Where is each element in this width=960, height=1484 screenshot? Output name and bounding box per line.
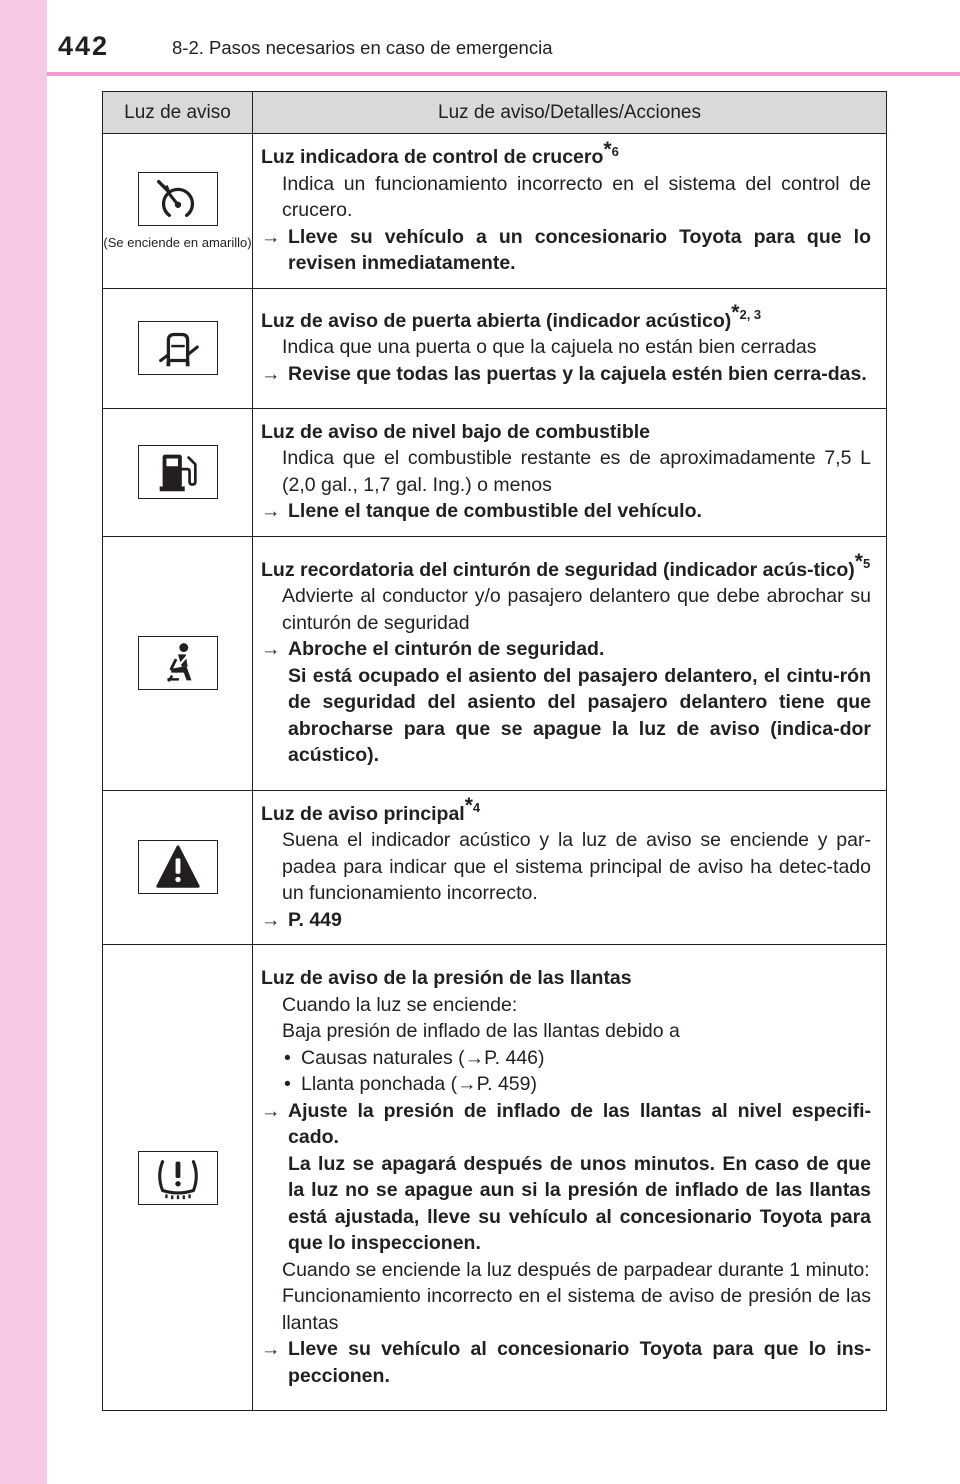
light-description: Indica que una puerta o que la cajuela no están bien cerradas <box>282 336 817 359</box>
header-rule <box>47 72 960 76</box>
description-cell <box>253 945 887 1411</box>
table-row <box>103 408 887 536</box>
table-row <box>103 288 887 408</box>
table-header-row <box>103 92 887 134</box>
arrow-icon: → <box>261 908 281 931</box>
icon-cell <box>103 288 253 408</box>
list-item: • Llanta ponchada (→P. 459) <box>261 1071 871 1098</box>
warning-lights-table <box>102 91 887 1411</box>
seatbelt-icon <box>138 636 218 690</box>
icon-note: (Se enciende en amarillo) <box>103 234 252 250</box>
door-open-icon <box>138 321 218 375</box>
icon-cell <box>103 134 253 289</box>
light-title: Luz de aviso de puerta abierta (indicador acústico)$^{*2, 3}$ <box>261 301 762 332</box>
light-description: Suena el indicador acústico y la luz de aviso se enciende y par-padea para indicar que el sistema principal de aviso ha detec-tado un funcionamiento incorrecto. <box>282 829 871 904</box>
arrow-icon: → <box>261 1099 281 1122</box>
footnote-ref: *4 <box>464 794 481 817</box>
side-color-bar <box>0 0 47 1484</box>
arrow-icon: → <box>261 638 281 660</box>
action-text: → Revise que todas las puertas y la cajuela estén bien cerra-das. <box>261 361 871 388</box>
action-detail: La luz se apagará después de unos minutos. En caso de que la luz no se apague aun si la presión de inflado de las llantas está ajustada, lleve su vehículo al concesionario Toyota para que lo inspeccionen. <box>288 1152 871 1254</box>
fuel-pump-icon <box>138 445 218 499</box>
master-warning-icon <box>138 840 218 894</box>
tire-pressure-icon <box>138 1151 218 1205</box>
light-description: Indica un funcionamiento incorrecto en el sistema del control de crucero. <box>282 172 871 221</box>
icon-cell <box>103 790 253 945</box>
light-title: Luz recordatoria del cinturón de seguridad (indicador acús-tico)$^{*5}$ <box>261 550 871 581</box>
table-row <box>103 134 887 289</box>
bullet-icon: • <box>284 1073 291 1095</box>
light-description: Indica que el combustible restante es de aproximadamente 7,5 L (2,0 gal., 1,7 gal. Ing.) o menos <box>282 447 871 496</box>
icon-cell <box>103 408 253 536</box>
cruise-control-indicator-icon <box>138 172 218 226</box>
table-row <box>103 790 887 945</box>
icon-cell <box>103 536 253 790</box>
arrow-icon: → <box>261 500 281 522</box>
light-title: Luz de aviso de la presión de las llantas <box>261 967 632 989</box>
icon-cell <box>103 945 253 1411</box>
light-description: Advierte al conductor y/o pasajero delantero que debe abrochar su cinturón de seguridad <box>282 585 871 634</box>
action-text: → Abroche el cinturón de seguridad. <box>261 636 871 663</box>
header-details-actions: Luz de aviso/Detalles/Acciones <box>253 92 887 134</box>
footnote-ref: *5 <box>854 550 871 573</box>
header-warning-light: Luz de aviso <box>103 92 253 134</box>
description-cell <box>253 790 887 945</box>
description-cell <box>253 134 887 289</box>
action-text: → Llene el tanque de combustible del vehículo. <box>261 498 871 525</box>
section-title: 8-2. Pasos necesarios en caso de emergencia <box>172 37 553 58</box>
description-cell <box>253 408 887 536</box>
action-detail: Si está ocupado el asiento del pasajero delantero, el cintu-rón de seguridad del asiento del pasajero delantero tiene que abrocharse para que se apague la luz de aviso (indica-dor acústico). <box>288 664 871 766</box>
light-title: Luz indicadora de control de crucero$^{*6}$ <box>261 137 619 168</box>
light-title: Luz de aviso de nivel bajo de combustible <box>261 420 651 443</box>
light-description: Funcionamiento incorrecto en el sistema de aviso de presión de las llantas <box>282 1285 871 1334</box>
cause-text: Baja presión de inflado de las llantas debido a <box>282 1020 680 1042</box>
action-text: → Ajuste la presión de inflado de las llantas al nivel especifi-cado. <box>261 1099 871 1148</box>
footnote-ref: *6 <box>603 137 619 161</box>
description-cell <box>253 536 887 790</box>
condition-text: Cuando la luz se enciende: <box>282 993 518 1016</box>
arrow-icon: → <box>261 225 281 248</box>
condition-text: Cuando se enciende la luz después de parpadear durante 1 minuto: <box>282 1258 870 1281</box>
page-number: 442 <box>58 31 110 61</box>
bullet-icon: • <box>284 1046 291 1069</box>
description-cell <box>253 288 887 408</box>
action-text: → Lleve su vehículo al concesionario Toyota para que lo ins-peccionen. <box>261 1338 871 1387</box>
table-row <box>103 536 887 790</box>
arrow-icon: → <box>261 362 281 385</box>
table-row <box>103 945 887 1411</box>
footnote-ref: *2, 3 <box>731 301 762 325</box>
arrow-icon: → <box>261 1338 281 1360</box>
action-text: → P. 449 <box>261 907 871 934</box>
action-text: → Lleve su vehículo a un concesionario Toyota para que lo revisen inmediatamente. <box>261 225 871 274</box>
light-title: Luz de aviso principal$^{*4}$ <box>261 794 481 825</box>
list-item: • Causas naturales (→P. 446) <box>261 1045 871 1072</box>
